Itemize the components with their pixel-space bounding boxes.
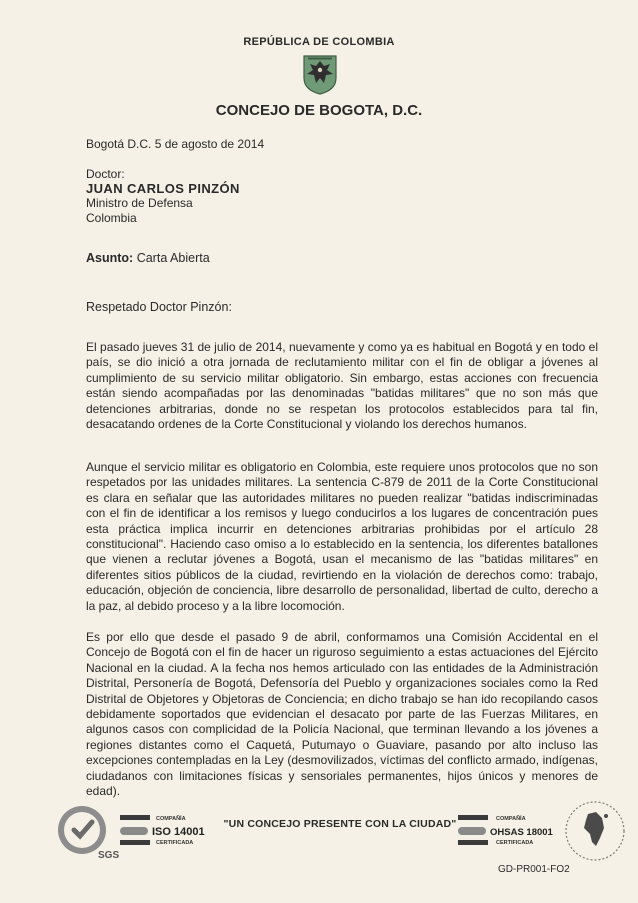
footer-slogan: "UN CONCEJO PRESENTE CON LA CIUDAD"	[223, 818, 457, 830]
cert-left-certified: CERTIFICADA	[156, 840, 194, 846]
republic-heading: REPÚBLICA DE COLOMBIA	[243, 36, 395, 48]
addressee-block	[86, 167, 240, 225]
body-paragraph-2: Aunque el servicio militar es obligatorio en Colombia, este requiere unos protocolos que no son respetados por las unidades militares. La sentencia C-879 de 2011 de la Corte Constitucional es clara en señalar que las autoridades militares no pueden realizar "batidas indiscriminadas con el fin de identificar a los remisos y luego conducirlos a los lugares de concentración pues esta práctica implica incurrir en detenciones arbitrarias prohibidas por el artículo 28 constitucional". Haciendo caso omiso a lo establecido en la sentencia, los diferentes batallones que vienen a reclutar jóvenes a Bogotá, usan el mecanismo de las "batidas militares" en diferentes sitios públicos de la ciudad, revirtiendo en la violación de derechos como: trabajo, educación, objeción de conciencia, libre desarrollo de personalidad, libertad de culto, derecho a la paz, al debido proceso y a la libre locomoción.	[86, 460, 598, 613]
body-paragraph-3: Es por ello que desde el pasado 9 de abril, conformamos una Comisión Accidental en el Concejo de Bogotá con el fin de hacer un riguroso seguimiento a estas actuaciones del Ejército Nacional en la ciudad. A la fecha nos hemos articulado con las entidades de la Administración Distrital, Personería de Bogotá, Defensoría del Pueblo y organizaciones sociales como la Red Distrital de Objetores y Objetoras de Conciencia; en dicho trabajo se han ido recopilando casos debidamente soportados que evidencian el desacato por parte de las Fuerzas Militares, en algunos casos con complicidad de la Policía Nacional, que terminan llevando a los jóvenes a regiones distantes como el Caquetá, Putumayo o Guaviare, pasando por alto incluso las excepciones contempladas en la Ley (desmovilizados, víctimas del conflicto armado, indígenas, ciudadanos con limitaciones físicas y sensoriales permanentes, hijos únicos y menores de edad).	[86, 630, 598, 799]
subject-label: Asunto:	[86, 251, 134, 265]
certification-seal-icon	[52, 802, 120, 864]
cert-left-standard: ISO 14001	[152, 826, 205, 838]
salutation: Respetado Doctor Pinzón:	[86, 300, 232, 314]
council-heading: CONCEJO DE BOGOTA, D.C.	[215, 102, 423, 119]
cert-left-company: COMPAÑÍA	[156, 816, 186, 822]
colombia-map-seal-icon	[562, 798, 628, 864]
letter-date: Bogotá D.C. 5 de agosto de 2014	[86, 137, 265, 151]
cert-right-company: COMPAÑÍA	[496, 816, 526, 822]
subject-value: Carta Abierta	[136, 251, 210, 265]
subject-line	[86, 251, 210, 265]
ohsas-badge-graphic	[458, 812, 562, 852]
document-reference: GD-PR001-FO2	[498, 864, 570, 875]
iso-14001-badge	[120, 812, 216, 852]
addressee-country: Colombia	[86, 210, 137, 225]
body-paragraph-1: El pasado jueves 31 de julio de 2014, nuevamente y como ya es habitual en Bogotá y en todo el país, se dio inició a otra jornada de reclutamiento militar con el fin de obligar a jóvenes al cumplimiento de su servicio militar obligatorio. Sin embargo, estas acciones con frecuencia están siendo acompañadas por las denominadas "batidas militares" que no son más que detenciones arbitrarias, donde no se respetan los protocolos establecidos para tal fin, desacatando ordenes de la Corte Constitucional y violando los derechos humanos.	[86, 340, 598, 432]
iso-badge-graphic	[120, 812, 216, 852]
cert-left-brand: SGS	[98, 850, 120, 861]
addressee-role: Ministro de Defensa	[86, 196, 193, 210]
cert-right-standard: OHSAS 18001	[490, 827, 553, 838]
addressee-title: Doctor:	[86, 167, 125, 181]
cert-right-certified: CERTIFICADA	[496, 840, 534, 846]
ohsas-18001-badge	[458, 812, 562, 852]
coat-of-arms-icon	[300, 52, 340, 96]
addressee-name: JUAN CARLOS PINZÓN	[86, 180, 240, 196]
